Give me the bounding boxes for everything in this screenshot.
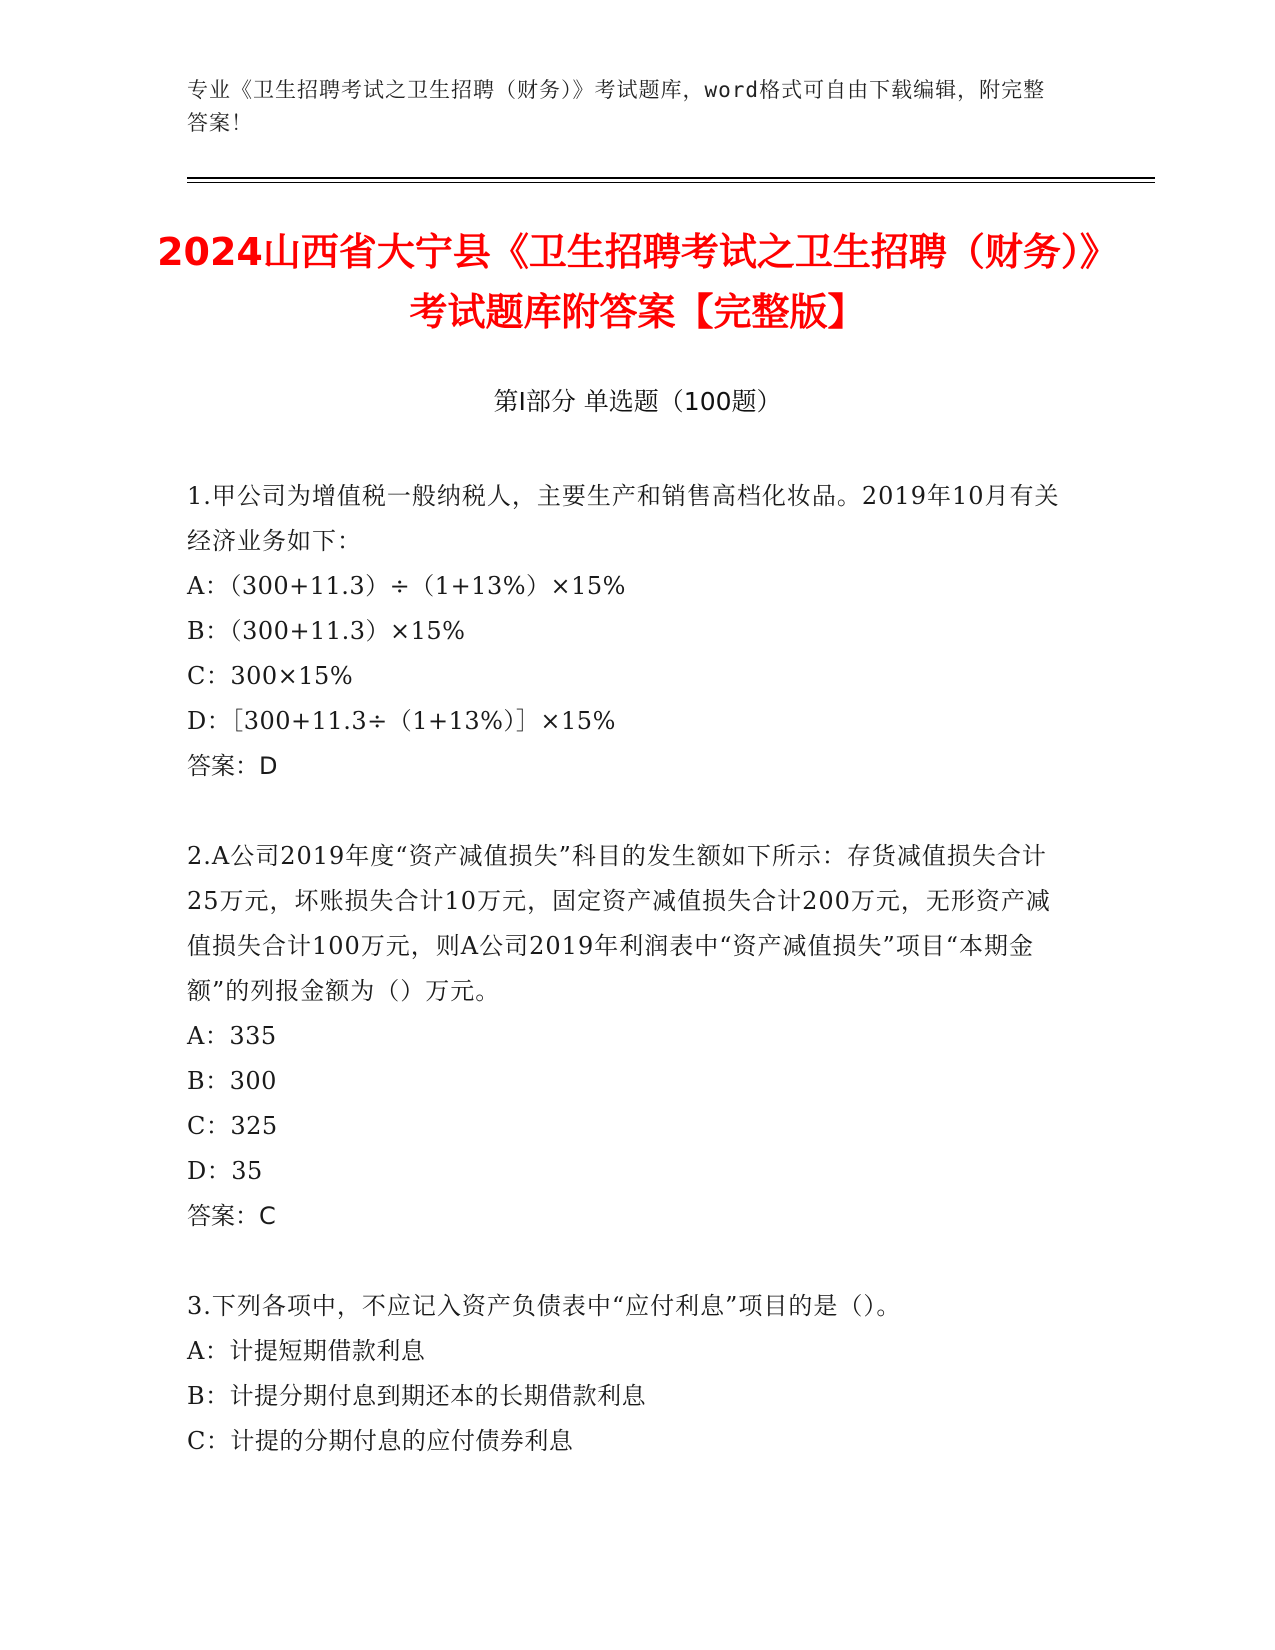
question-3	[187, 1284, 1067, 1464]
option-b: B：（300+11.3）×15%	[187, 617, 466, 645]
option-c: C：计提的分期付息的应付债券利息	[187, 1427, 574, 1455]
header-note: 专业《卫生招聘考试之卫生招聘（财务）》考试题库，word格式可自由下载编辑，附完整答案！	[187, 78, 1046, 135]
option-c: C：300×15%	[187, 662, 354, 690]
section-heading: 第I部分 单选题（100题）	[493, 387, 782, 416]
answer-line: 答案：D	[187, 752, 278, 780]
header-rule-thick	[187, 177, 1155, 179]
question-stem: 2.A公司2019年度“资产减值损失”科目的发生额如下所示：存货减值损失合计25万元，坏账损失合计10万元，固定资产减值损失合计200万元，无形资产减值损失合计100万元，则A公司2019年利润表中“资产减值损失”项目“本期金额”的列报金额为（）万元。	[187, 842, 1051, 1005]
header-rule-thin	[187, 182, 1155, 183]
option-d: D：［300+11.3÷（1+13%）］×15%	[187, 707, 616, 735]
question-1	[187, 474, 1067, 789]
option-a: A：（300+11.3）÷（1+13%）×15%	[187, 572, 626, 600]
option-b: B：计提分期付息到期还本的长期借款利息	[187, 1382, 647, 1410]
option-d: D：35	[187, 1157, 263, 1185]
question-stem: 3.下列各项中，不应记入资产负债表中“应付利息”项目的是（）。	[187, 1292, 902, 1320]
question-2	[187, 834, 1067, 1239]
document-title: 2024山西省大宁县《卫生招聘考试之卫生招聘（财务）》考试题库附答案【完整版】	[157, 230, 1118, 334]
option-c: C：325	[187, 1112, 278, 1140]
option-b: B：300	[187, 1067, 277, 1095]
answer-line: 答案：C	[187, 1202, 276, 1230]
option-a: A：335	[187, 1022, 277, 1050]
question-stem: 1.甲公司为增值税一般纳税人，主要生产和销售高档化妆品。2019年10月有关经济业务如下：	[187, 482, 1060, 555]
option-a: A：计提短期借款利息	[187, 1337, 426, 1365]
question-list	[187, 474, 1067, 1509]
